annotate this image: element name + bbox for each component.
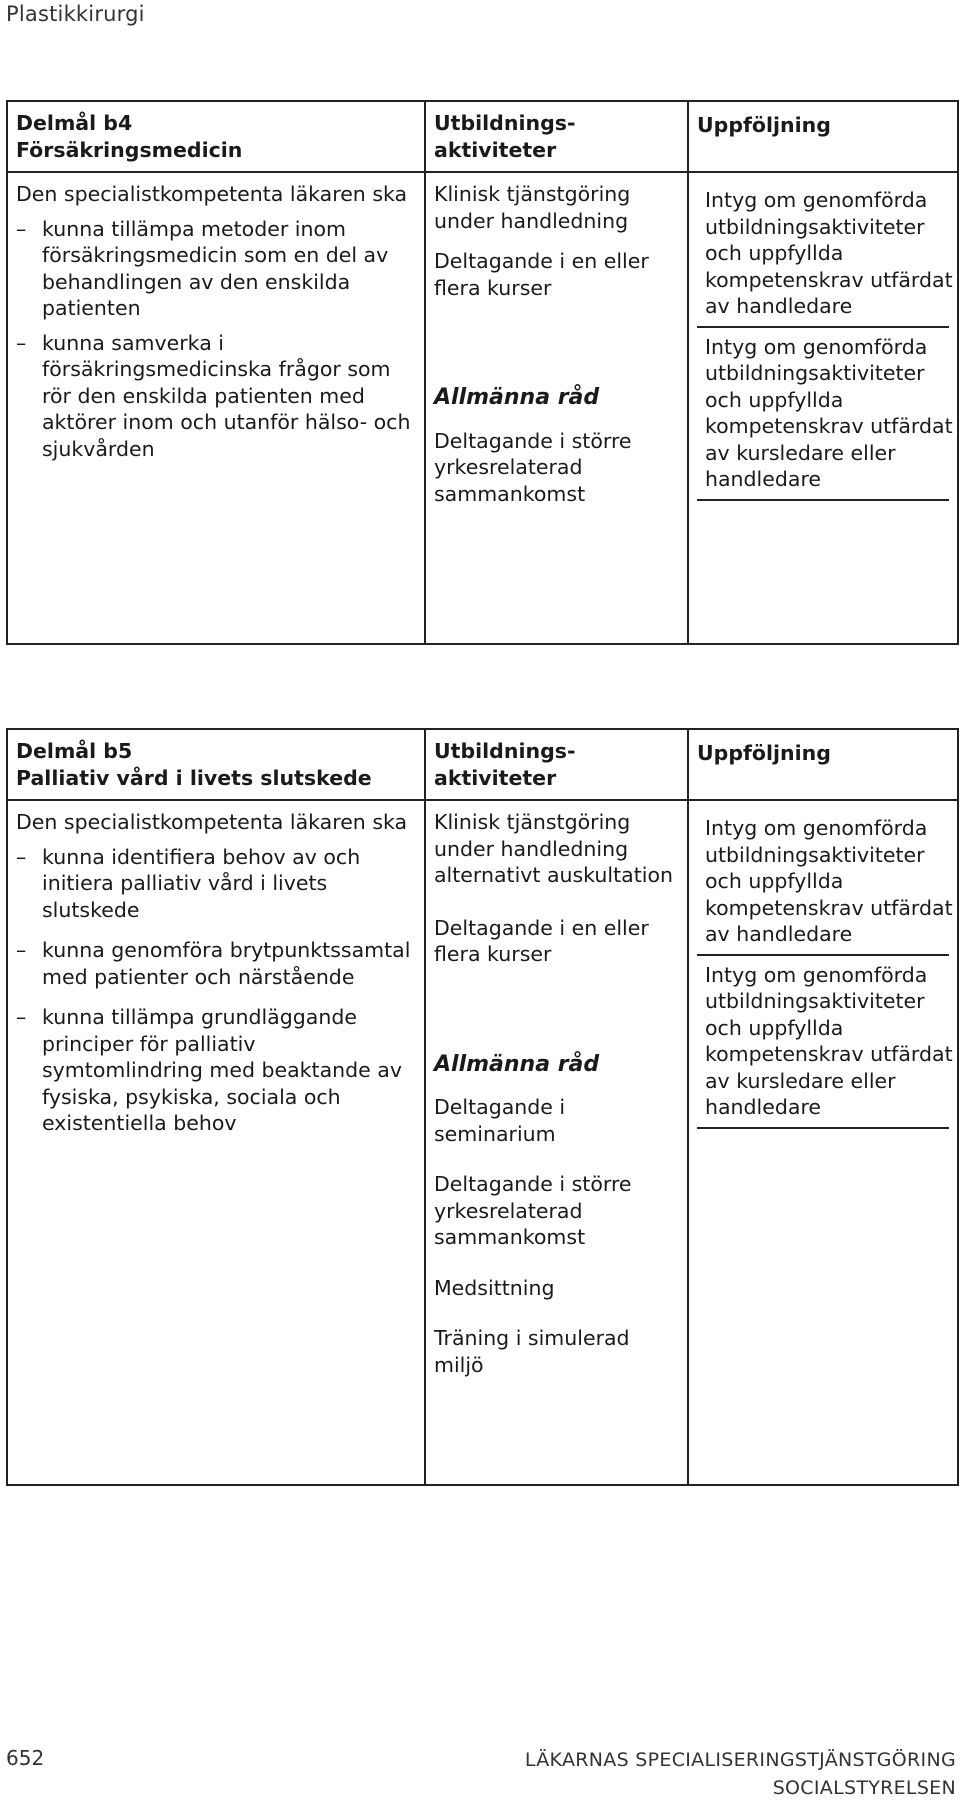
activities-header-line: Utbildnings- — [434, 739, 576, 763]
followup-header-cell — [688, 101, 958, 172]
goal-table-b5 — [6, 728, 959, 1486]
activities-cell — [425, 800, 688, 1485]
followup-cell — [688, 800, 958, 1485]
goal-title: Palliativ vård i livets slutskede — [16, 765, 372, 790]
followup-line: utbildningsaktiviteter — [705, 361, 925, 385]
goal-item-text: kunna genomföra brytpunktssamtal med patienter och närstående — [42, 938, 411, 989]
dash-bullet: – — [16, 844, 27, 869]
advice-item: Medsittning — [434, 1275, 555, 1300]
goal-description-cell — [7, 172, 425, 644]
goal-header-cell — [7, 101, 425, 172]
goal-item — [16, 937, 416, 990]
goal-table-body-row — [7, 172, 958, 644]
followup-header-cell — [688, 729, 958, 800]
goal-intro: Den specialistkompetenta läkaren ska — [16, 182, 408, 206]
followup-block — [697, 809, 953, 956]
followup-header: Uppföljning — [697, 113, 831, 137]
activity-item: Deltagande i en eller flera kurser — [434, 249, 649, 300]
followup-line: och uppfyllda — [705, 1015, 844, 1040]
followup-block — [697, 328, 953, 501]
followup-line: Intyg om genomförda — [705, 962, 928, 987]
activity-item: Klinisk tjänstgöring under handledning alternativt auskultation — [434, 810, 673, 887]
followup-line: handledare — [705, 467, 822, 491]
followup-line: utbildningsaktiviteter — [705, 989, 925, 1013]
goal-intro: Den specialistkompetenta läkaren ska — [16, 810, 408, 834]
advice-item: Träning i simulerad miljö — [434, 1326, 630, 1377]
followup-line: och uppfyllda — [705, 241, 844, 265]
goal-item-text: kunna tillämpa grundläggande principer för palliativ symtomlindring med beaktande av fysiska, psykiska, sociala och existentiella behov — [42, 1005, 402, 1135]
advice-label: Allmänna råd — [434, 385, 600, 410]
goal-item-text: kunna samverka i försäkringsmedicinska frågor som rör den enskilda patienten med aktörer inom och utanför hälso- och sjukvården — [42, 330, 411, 461]
page-number: 652 — [6, 1746, 45, 1770]
goal-item — [16, 1004, 416, 1137]
advice-item: Deltagande i seminarium — [434, 1095, 566, 1146]
advice-item: Deltagande i större yrkesrelaterad sammankomst — [434, 428, 632, 506]
goal-item — [16, 216, 416, 322]
followup-cell — [688, 172, 958, 644]
goal-title: Försäkringsmedicin — [16, 137, 243, 162]
dash-bullet: – — [16, 216, 27, 241]
publisher-name: SOCIALSTYRELSEN — [772, 1777, 956, 1799]
dash-bullet: – — [16, 1005, 27, 1029]
goal-description-cell — [7, 800, 425, 1485]
advice-item: Deltagande i större yrkesrelaterad sammankomst — [434, 1172, 632, 1249]
goal-table-body-row — [7, 800, 958, 1485]
activities-header-cell — [425, 101, 688, 172]
activity-item: Klinisk tjänstgöring under handledning — [434, 182, 631, 233]
goal-code: Delmål b4 — [16, 111, 133, 135]
followup-line: av kursledare eller — [705, 1068, 896, 1093]
followup-line: av handledare — [705, 294, 853, 318]
goal-table-b4 — [6, 100, 959, 645]
activities-header-line: aktiviteter — [434, 137, 557, 162]
followup-line: Intyg om genomförda — [705, 816, 928, 840]
goal-item-text: kunna tillämpa metoder inom försäkringsmedicin som en del av behandlingen av den enskilda patienten — [42, 216, 389, 320]
activities-header-cell — [425, 729, 688, 800]
followup-line: kompetenskrav utfärdat — [705, 1042, 953, 1066]
followup-line: utbildningsaktiviteter — [705, 842, 925, 867]
dash-bullet: – — [16, 938, 27, 962]
followup-block — [697, 181, 953, 328]
activities-cell — [425, 172, 688, 644]
goal-item — [16, 844, 416, 924]
running-head-title: Plastikkirurgi — [6, 2, 145, 26]
activity-item: Deltagande i en eller flera kurser — [434, 915, 649, 966]
followup-line: Intyg om genomförda — [705, 188, 928, 212]
followup-line: utbildningsaktiviteter — [705, 214, 925, 239]
activities-header-line: Utbildnings- — [434, 111, 576, 135]
goal-header-cell — [7, 729, 425, 800]
followup-line: handledare — [705, 1095, 822, 1119]
dash-bullet: – — [16, 330, 27, 355]
publication-title: LÄKARNAS SPECIALISERINGSTJÄNSTGÖRING — [524, 1749, 956, 1771]
publication-footer — [525, 1746, 956, 1802]
followup-block — [697, 956, 953, 1129]
goal-table-header-row — [7, 729, 958, 800]
followup-line: kompetenskrav utfärdat — [705, 267, 953, 292]
followup-header: Uppföljning — [697, 741, 831, 765]
goal-item-text: kunna identifiera behov av och initiera palliativ vård i livets slutskede — [42, 844, 361, 922]
activities-header-line: aktiviteter — [434, 765, 557, 790]
goal-code: Delmål b5 — [16, 739, 133, 763]
followup-line: av handledare — [705, 922, 853, 946]
followup-line: kompetenskrav utfärdat — [705, 414, 953, 438]
followup-line: och uppfyllda — [705, 387, 844, 412]
advice-label: Allmänna råd — [434, 1051, 600, 1077]
followup-line: Intyg om genomförda — [705, 334, 928, 359]
followup-line: och uppfyllda — [705, 869, 844, 893]
followup-line: av kursledare eller — [705, 440, 896, 465]
goal-item — [16, 330, 416, 463]
goal-table-header-row — [7, 101, 958, 172]
followup-line: kompetenskrav utfärdat — [705, 895, 953, 920]
